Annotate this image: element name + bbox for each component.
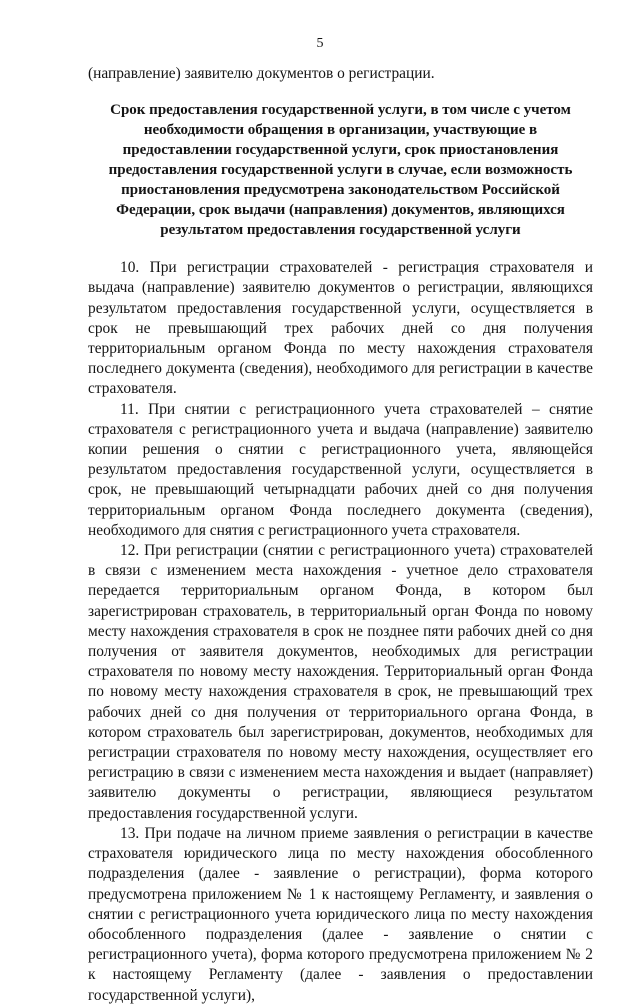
section-heading: Срок предоставления государственной услуги, в том числе с учетом необходимости обращения в организации, участвующие в предоставлении государственной услуги, срок приостановления предоставления государственной услуги в случае, если возможность приостановления предусмотрена законодательством Российской Федерации, срок выдачи (направления) документов, являющихся результатом предоставления государственной услуги bbox=[108, 102, 573, 239]
paragraph-12: 12. При регистрации (снятии с регистрационного учета) страхователей в связи с изменением места нахождения - учетное дело страхователя передается территориальным органом Фонда, в котором был зарегистрирован страхователь, в территориальный орган Фонда по новому месту нахождения страхователя в срок не позднее пяти рабочих дней со дня получения от заявителя документов, необходимых для регистрации страхователя по новому месту нахождения. Территориальный орган Фонда по новому месту нахождения страхователя в срок, не превышающий трех рабочих дней со дня получения от территориального органа Фонда, в котором страхователь был зарегистрирован, документов, необходимых для регистрации страхователя по новому месту нахождения, осуществляет его регистрацию в связи с изменением места нахождения и выдает (направляет) заявителю документы о регистрации, являющиеся результатом предоставления государственной услуги. bbox=[88, 542, 593, 822]
continuation-text: (направление) заявителю документов о регистрации. bbox=[88, 65, 435, 82]
page-number: 5 bbox=[316, 36, 324, 51]
paragraph-11: 11. При снятии с регистрационного учета страхователей – снятие страхователя с регистрационного учета и выдача (направление) заявителю копии решения о снятии с регистрационного учета, являющейся результатом предоставления государственной услуги, осуществляется в срок, не превышающий четырнадцати рабочих дней со дня получения территориальным органом Фонда последнего документа (сведения), необходимого для снятия с регистрационного учета страхователя. bbox=[88, 400, 593, 539]
paragraph-13: 13. При подаче на личном приеме заявления о регистрации в качестве страхователя юридического лица по месту нахождения обособленного подразделения (далее - заявление о регистрации), форма которого предусмотрена приложением № 1 к настоящему Регламенту, и заявления о снятии с регистрационного учета юридического лица по месту нахождения обособленного подразделения (далее - заявление о снятии с регистрационного учета), форма которого предусмотрена приложением № 2 к настоящему Регламенту (далее - заявления о предоставлении государственной услуги), bbox=[88, 824, 593, 1004]
document-body bbox=[88, 64, 593, 1006]
paragraph-10: 10. При регистрации страхователей - регистрация страхователя и выдача (направление) заявителю документов о регистрации, являющихся результатом предоставления государственной услуги, осуществляется в срок не превышающий трех рабочих дней со дня получения территориальным органом Фонда по месту нахождения страхователя последнего документа (сведения), необходимого для регистрации в качестве страхователя. bbox=[88, 259, 593, 398]
